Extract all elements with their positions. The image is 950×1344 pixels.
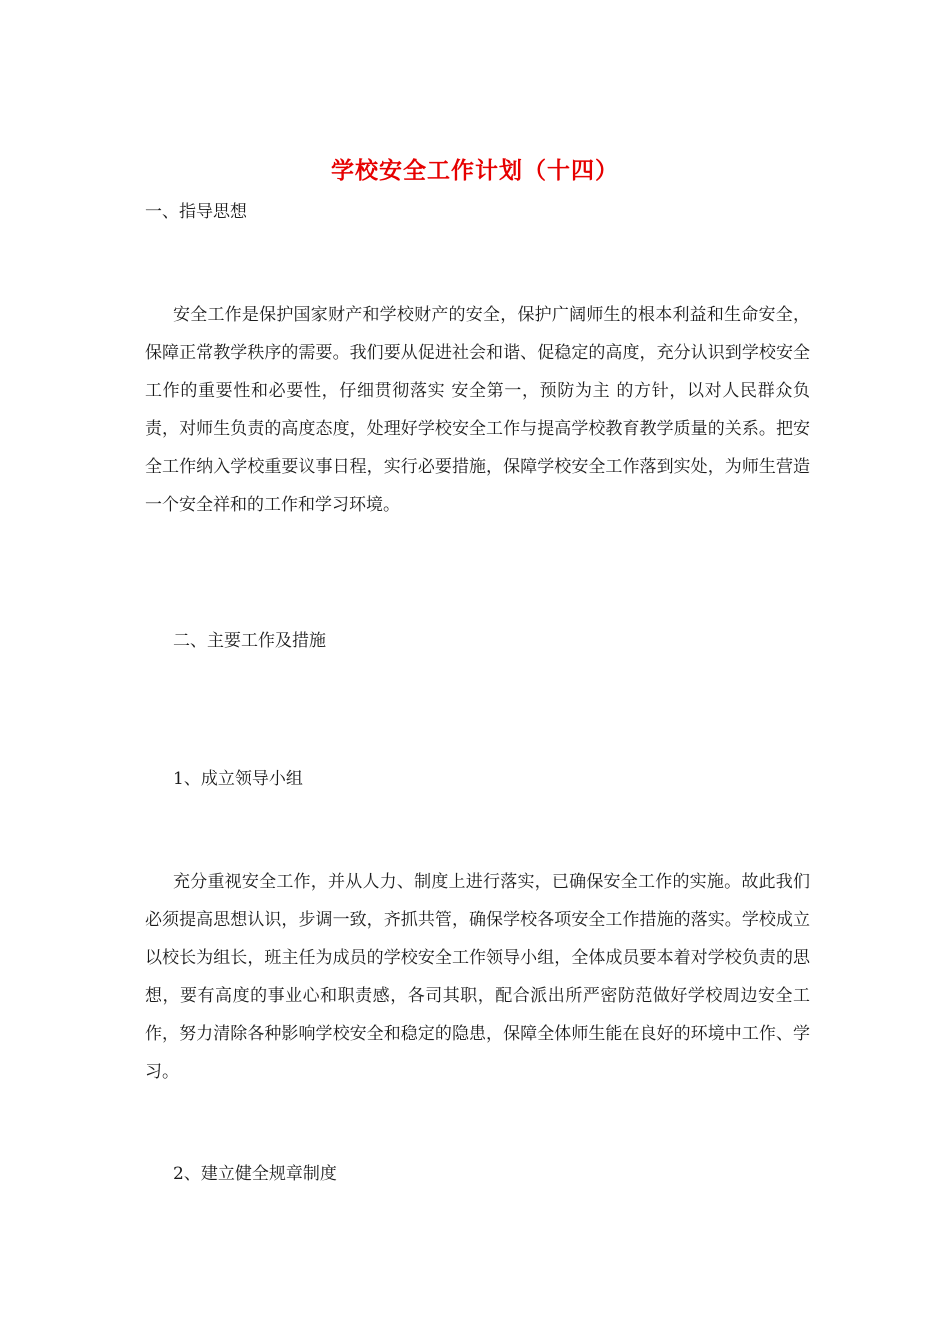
paragraph-guiding-ideology: 安全工作是保护国家财产和学校财产的安全，保护广阔师生的根本利益和生命安全，保障正常教学秩序的需要。我们要从促进社会和谐、促稳定的高度，充分认识到学校安全工作的重要性和必要性，仔细贯彻落实 安全第一，预防为主 的方针，以对人民群众负责，对师生负责的高度态度，处理好学校安全工作与提高学校教育教学质量的关系。把安全工作纳入学校重要议事日程，实行必要措施，保障学校安全工作落到实处，为师生营造一个安全祥和的工作和学习环境。	[145, 305, 810, 515]
paragraph-leadership-group: 充分重视安全工作，并从人力、制度上进行落实，已确保安全工作的实施。故此我们必须提高思想认识，步调一致，齐抓共管，确保学校各项安全工作措施的落实。学校成立以校长为组长，班主任为成员的学校安全工作领导小组，全体成员要本着对学校负责的思想，要有高度的事业心和职责感，各司其职，配合派出所严密防范做好学校周边安全工作，努力清除各种影响学校安全和稳定的隐患，保障全体师生能在良好的环境中工作、学习。	[145, 872, 810, 1082]
subheading-leadership-group: 1、成立领导小组	[173, 769, 303, 789]
section-heading-guiding-ideology: 一、指导思想	[145, 202, 247, 222]
document-title: 学校安全工作计划（十四）	[331, 157, 619, 184]
subheading-rules-system: 2、建立健全规章制度	[173, 1164, 337, 1184]
section-heading-main-work: 二、主要工作及措施	[173, 631, 326, 651]
